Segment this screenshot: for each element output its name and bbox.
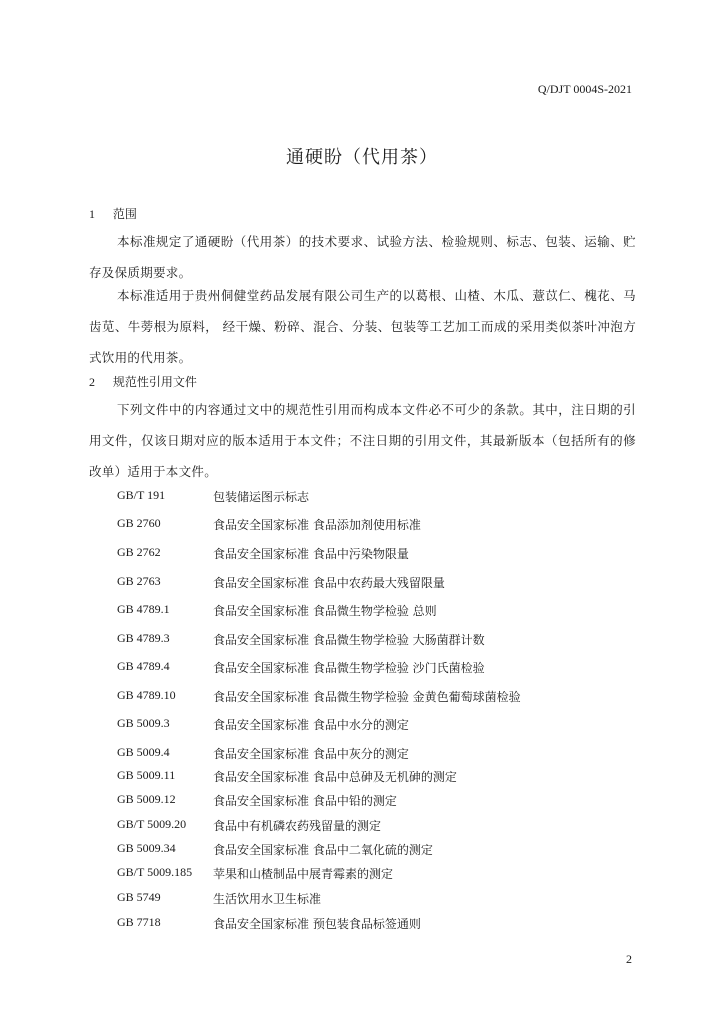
reference-code: GB 4789.10 <box>117 688 176 702</box>
reference-name: 食品安全国家标准 食品中二氧化硫的测定 <box>213 843 433 857</box>
section-number: 1 <box>89 207 95 221</box>
reference-name: 食品安全国家标准 预包装食品标签通则 <box>213 917 421 931</box>
reference-name: 食品安全国家标准 食品微生物学检验 金黄色葡萄球菌检验 <box>213 690 521 704</box>
scope-paragraph-2: 本标准适用于贵州侗健堂药品发展有限公司生产的以葛根、山楂、木瓜、薏苡仁、槐花、马齿苋、牛蒡根为原料， 经干燥、粉碎、混合、分装、包装等工艺加工而成的采用类似茶叶冲泡方式饮用的代用茶。 <box>89 288 636 365</box>
document-number: Q/DJT 0004S-2021 <box>537 82 632 96</box>
reference-name: 食品安全国家标准 食品中总砷及无机砷的测定 <box>213 770 457 784</box>
reference-code: GB 5009.3 <box>117 716 170 730</box>
reference-name: 食品安全国家标准 食品中污染物限量 <box>213 547 409 561</box>
document-title: 通硬盼（代用茶） <box>286 147 438 168</box>
reference-code: GB 2760 <box>117 516 161 530</box>
reference-code: GB 4789.1 <box>117 602 170 616</box>
reference-code: GB/T 5009.185 <box>117 865 193 879</box>
reference-code: GB 5009.4 <box>117 745 170 759</box>
reference-name: 生活饮用水卫生标准 <box>213 892 322 906</box>
reference-name: 食品中有机磷农药残留量的测定 <box>213 819 382 833</box>
reference-name: 食品安全国家标准 食品微生物学检验 沙门氏菌检验 <box>213 661 485 675</box>
reference-name: 食品安全国家标准 食品中水分的测定 <box>213 718 409 732</box>
reference-code: GB 5009.12 <box>117 792 176 806</box>
reference-code: GB 4789.4 <box>117 659 170 673</box>
reference-code: GB 2762 <box>117 545 161 559</box>
reference-code: GB 2763 <box>117 574 161 588</box>
reference-code: GB 7718 <box>117 915 161 929</box>
scope-paragraph-1: 本标准规定了通硬盼（代用茶）的技术要求、试验方法、检验规则、标志、包装、运输、贮存及保质期要求。 <box>89 234 636 280</box>
reference-name: 食品安全国家标准 食品微生物学检验 总则 <box>213 604 437 618</box>
section-title: 范围 <box>112 207 137 221</box>
reference-code: GB 4789.3 <box>117 631 170 645</box>
reference-code: GB 5009.34 <box>117 841 176 855</box>
reference-name: 食品安全国家标准 食品中灰分的测定 <box>213 747 409 761</box>
reference-code: GB 5749 <box>117 890 161 904</box>
reference-name: 食品安全国家标准 食品添加剂使用标准 <box>213 518 421 532</box>
reference-code: GB 5009.11 <box>117 768 176 782</box>
reference-name: 食品安全国家标准 食品中农药最大残留限量 <box>213 576 445 590</box>
references-intro-paragraph: 下列文件中的内容通过文中的规范性引用而构成本文件必不可少的条款。其中，注日期的引用文件，仅该日期对应的版本适用于本文件；不注日期的引用文件，其最新版本（包括所有的修改单）适用于本文件。 <box>89 402 636 479</box>
section-heading-scope <box>89 205 137 222</box>
section-heading-normative-references <box>89 373 197 390</box>
page-number: 2 <box>626 952 632 966</box>
section-title: 规范性引用文件 <box>112 375 197 389</box>
reference-name: 苹果和山楂制品中展青霉素的测定 <box>213 867 394 881</box>
reference-name: 食品安全国家标准 食品微生物学检验 大肠菌群计数 <box>213 633 485 647</box>
reference-name: 食品安全国家标准 食品中铅的测定 <box>213 794 397 808</box>
section-number: 2 <box>89 375 95 389</box>
reference-code: GB/T 5009.20 <box>117 817 187 831</box>
reference-name: 包装储运图示标志 <box>213 490 310 504</box>
reference-code: GB/T 191 <box>117 488 166 502</box>
